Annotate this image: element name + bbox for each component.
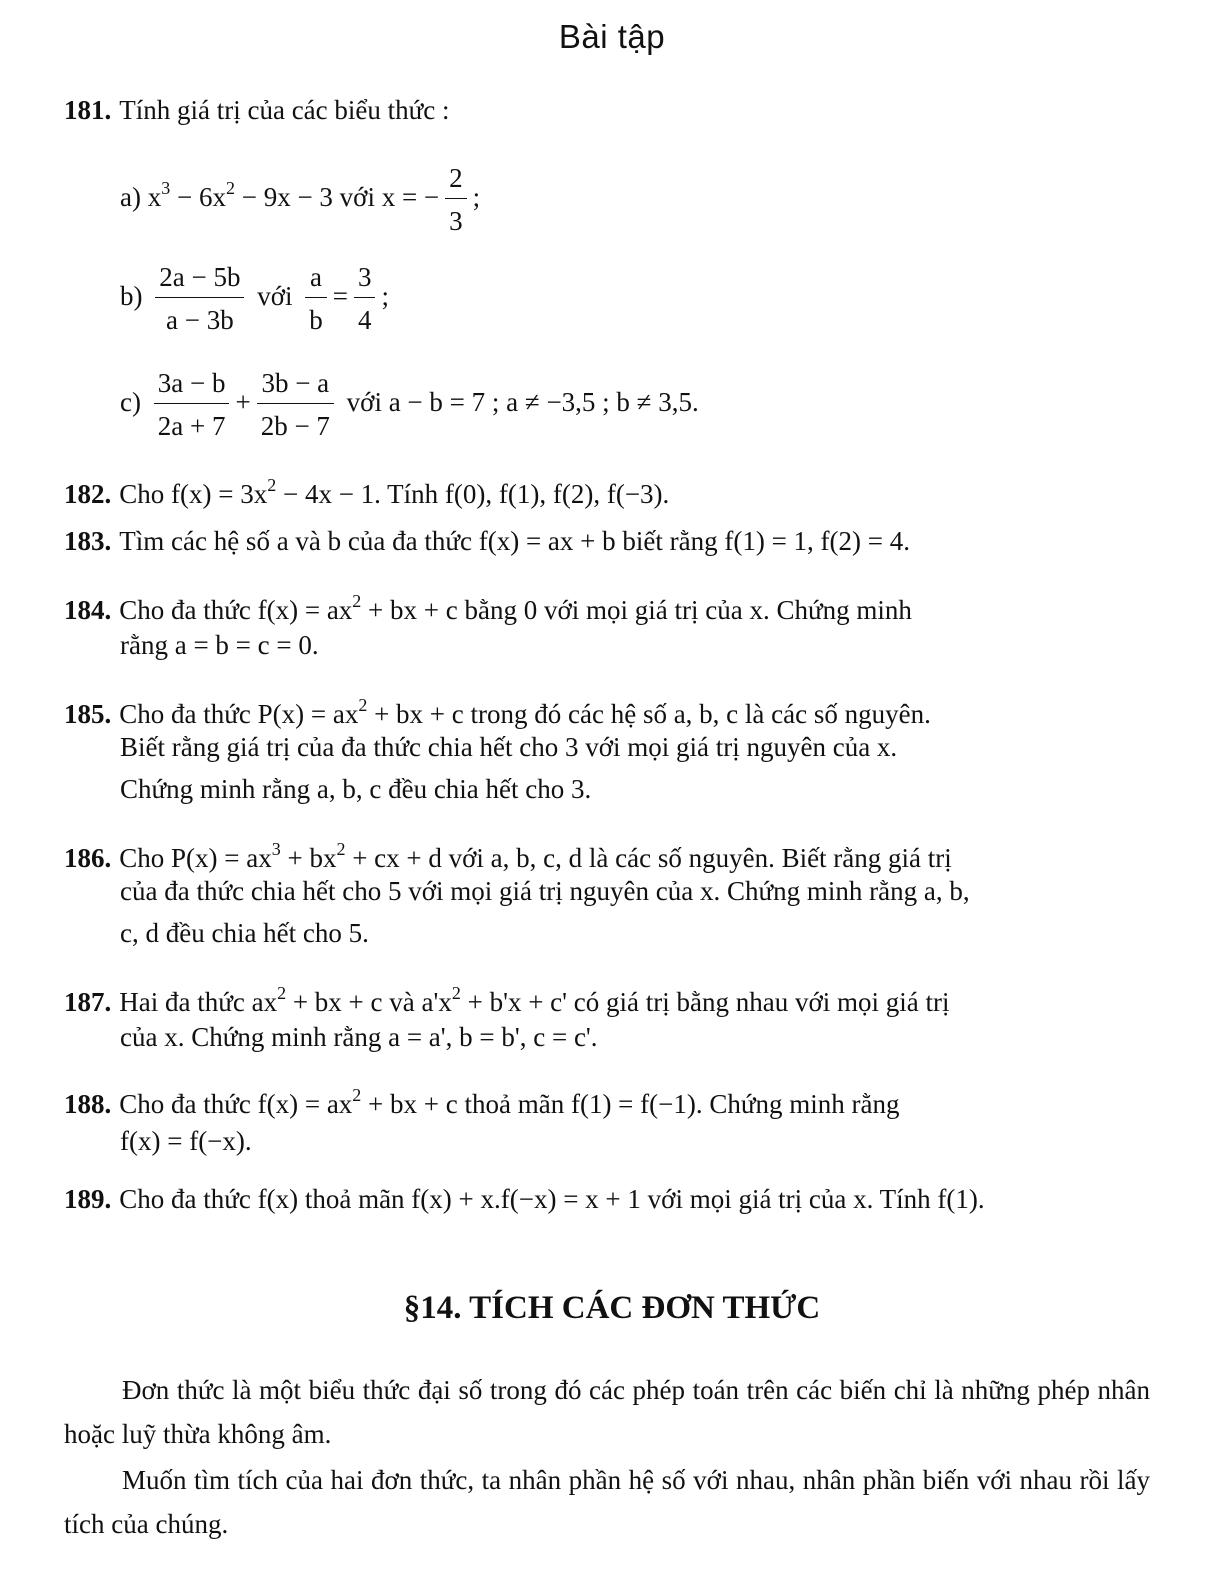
exercise-text: + b'x + c' có giá trị bằng nhau với mọi giá trị: [460, 987, 950, 1017]
exercise-text: Tính giá trị của các biểu thức :: [119, 95, 450, 125]
exercise-number: 181.: [64, 95, 112, 125]
exercise-183: [64, 524, 910, 558]
exercise-text: + bx: [280, 843, 337, 873]
exercise-text: Cho P(x) = ax: [119, 843, 272, 873]
denominator: 3: [449, 206, 463, 237]
denominator: 2a + 7: [157, 411, 226, 442]
exponent: 3: [271, 839, 281, 859]
exercise-number: 189.: [64, 1184, 112, 1214]
exercise-text: − 4x − 1. Tính f(0), f(1), f(2), f(−3).: [276, 479, 670, 509]
fraction: [257, 367, 334, 442]
exponent: 2: [352, 591, 362, 611]
exponent: 2: [277, 983, 287, 1003]
expr-text: =: [332, 281, 348, 311]
item-label: b): [120, 281, 143, 311]
exercise-text: Cho f(x) = 3x: [119, 479, 268, 509]
numerator: 2: [445, 162, 467, 199]
fraction: [305, 261, 327, 336]
exercise-187: [64, 976, 949, 1019]
fraction: [154, 367, 230, 442]
item-label: a): [120, 182, 141, 212]
exponent: 2: [358, 695, 368, 715]
exercise-number: 183.: [64, 526, 112, 556]
exercise-number: 186.: [64, 843, 112, 873]
exercise-181-a: [120, 148, 480, 237]
numerator: 3a − b: [154, 367, 230, 404]
numerator: a: [305, 261, 327, 298]
exercise-number: 185.: [64, 699, 112, 729]
exercise-text: + bx + c bằng 0 với mọi giá trị của x. Chứng minh: [361, 595, 912, 625]
exponent: 2: [336, 839, 346, 859]
exercise-186: [64, 832, 952, 875]
exercise-186-line2: của đa thức chia hết cho 5 với mọi giá trị nguyên của x. Chứng minh rằng a, b,: [120, 876, 970, 906]
numerator: 3: [354, 261, 376, 298]
exercise-text: Hai đa thức ax: [119, 987, 278, 1017]
exercise-text: Cho đa thức f(x) = ax: [119, 595, 353, 625]
exercise-185-line3: Chứng minh rằng a, b, c đều chia hết cho 3.: [120, 774, 592, 804]
fraction: [445, 162, 467, 237]
exercise-text: Cho đa thức f(x) thoả mãn f(x) + x.f(−x) = x + 1 với mọi giá trị của x. Tính f(1).: [119, 1184, 985, 1214]
paragraph-definition: Đơn thức là một biểu thức đại số trong đó các phép toán trên các biến chỉ là những phép nhân hoặc luỹ thừa không âm.: [64, 1375, 1150, 1449]
expr-text: − 9x − 3 với x = −: [234, 182, 440, 212]
exponent: 3: [161, 178, 171, 198]
exponent: 2: [267, 475, 277, 495]
exercise-189: [64, 1182, 985, 1216]
exercise-182: [64, 468, 669, 511]
exponent: 2: [225, 178, 235, 198]
exercise-185: [64, 688, 931, 731]
expr-text: ;: [381, 281, 389, 311]
exercise-186-line3: c, d đều chia hết cho 5.: [120, 918, 369, 948]
exercise-188-line2: f(x) = f(−x).: [120, 1126, 252, 1156]
exercise-181-b: [120, 256, 389, 336]
exercise-number: 184.: [64, 595, 112, 625]
numerator: 3b − a: [257, 367, 334, 404]
exercise-184: [64, 584, 912, 627]
denominator: 4: [357, 305, 372, 336]
exercise-181: [64, 93, 450, 127]
item-label: c): [120, 387, 141, 417]
exercise-number: 182.: [64, 479, 112, 509]
paragraph-rule: Muốn tìm tích của hai đơn thức, ta nhân phần hệ số với nhau, nhân phần biến với nhau rồi lấy tích của chúng.: [64, 1465, 1150, 1539]
exercise-text: Cho đa thức f(x) = ax: [119, 1089, 353, 1119]
exponent: 2: [352, 1085, 362, 1105]
denominator: 2b − 7: [260, 411, 330, 442]
exercise-text: + bx + c thoả mãn f(1) = f(−1). Chứng minh rằng: [361, 1089, 900, 1119]
expr-text: ;: [472, 182, 481, 212]
exercise-text: + bx + c trong đó các hệ số a, b, c là các số nguyên.: [367, 699, 931, 729]
expr-text: − 6x: [170, 182, 226, 212]
exercise-188: [64, 1078, 899, 1121]
exercise-185-line2: Biết rằng giá trị của đa thức chia hết cho 3 với mọi giá trị nguyên của x.: [120, 732, 898, 762]
denominator: a − 3b: [166, 305, 234, 336]
exercise-187-line2: của x. Chứng minh rằng a = a', b = b', c = c'.: [120, 1022, 598, 1052]
exercise-number: 187.: [64, 987, 112, 1017]
fraction: [155, 261, 244, 336]
exercise-text: + bx + c và a'x: [286, 987, 452, 1017]
exercise-text: + cx + d với a, b, c, d là các số nguyên. Biết rằng giá trị: [345, 843, 952, 873]
numerator: 2a − 5b: [155, 261, 244, 298]
exercise-181-c: [120, 362, 699, 442]
exercise-text: Cho đa thức P(x) = ax: [119, 699, 359, 729]
exercise-number: 188.: [64, 1089, 112, 1119]
page-title: Bài tập: [558, 18, 666, 55]
exercise-184-line2: rằng a = b = c = 0.: [120, 630, 319, 660]
exponent: 2: [451, 983, 461, 1003]
section-heading: §14. TÍCH CÁC ĐƠN THỨC: [403, 1290, 821, 1326]
expr-text: x: [147, 182, 162, 212]
expr-text: với a − b = 7 ; a ≠ −3,5 ; b ≠ 3,5.: [346, 387, 699, 417]
expr-text: với: [257, 281, 293, 311]
expr-text: +: [235, 387, 251, 417]
exercise-text: Tìm các hệ số a và b của đa thức f(x) = ax + b biết rằng f(1) = 1, f(2) = 4.: [119, 526, 911, 556]
denominator: b: [309, 305, 323, 336]
fraction: [354, 261, 376, 336]
